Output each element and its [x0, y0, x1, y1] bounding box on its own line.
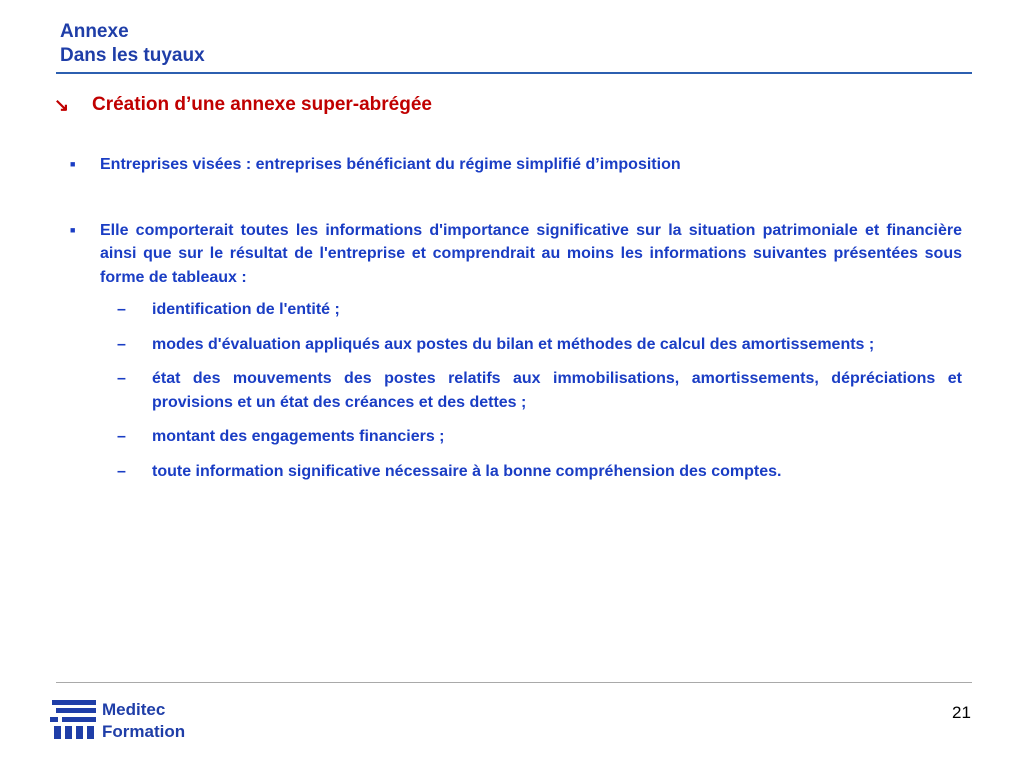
sub-item: [117, 333, 962, 357]
section-title: Création d’une annexe super-abrégée: [92, 94, 432, 115]
bullet-text: Elle comporterait toutes les informations d'importance significative sur la situation patrimoniale et financière ainsi que sur le résultat de l'entreprise et comprendrait au moins les informations suivantes présentées sous forme de tableaux :: [100, 221, 962, 286]
logo-text: [102, 699, 185, 743]
page-number: 21: [952, 703, 971, 722]
sub-item-text: montant des engagements financiers ;: [152, 428, 445, 445]
bullet-text: Entreprises visées : entreprises bénéficiant du régime simplifié d’imposition: [100, 156, 681, 173]
dash-bullet-icon: –: [117, 301, 126, 318]
sub-item: [117, 298, 962, 322]
square-bullet-icon: ■: [70, 224, 76, 235]
logo-line-2: Formation: [102, 722, 186, 741]
sub-item-text: identification de l'entité ;: [152, 301, 340, 318]
sub-item-text: modes d'évaluation appliqués aux postes du bilan et méthodes de calcul des amortissements ;: [152, 335, 875, 353]
footer-divider: [56, 682, 972, 683]
section-heading: [54, 94, 432, 116]
title-divider: [56, 72, 972, 74]
dash-bullet-icon: –: [117, 370, 126, 387]
sub-item-text: toute information significative nécessaire à la bonne compréhension des comptes.: [152, 462, 782, 480]
title-line-2: Dans les tuyaux: [60, 45, 205, 66]
sub-item-text: état des mouvements des postes relatifs aux immobilisations, amortissements, dépréciations et provisions et un état des créances et des dettes ;: [152, 370, 962, 411]
dash-bullet-icon: –: [117, 462, 126, 480]
sub-item: [117, 460, 962, 484]
bullet-item: [70, 153, 962, 177]
logo-line-1: Meditec: [102, 700, 166, 719]
sub-list: [70, 298, 962, 483]
square-bullet-icon: ■: [70, 159, 76, 169]
bullet-item: [70, 219, 962, 484]
dash-bullet-icon: –: [117, 335, 126, 353]
sub-item: [117, 367, 962, 414]
arrow-down-right-icon: ↘: [54, 94, 70, 115]
bullet-list: [70, 153, 962, 494]
slide-title: [60, 20, 205, 68]
dash-bullet-icon: –: [117, 428, 126, 445]
meditec-logo-icon: [50, 698, 98, 740]
title-line-1: Annexe: [60, 21, 129, 42]
sub-item: [117, 425, 962, 449]
